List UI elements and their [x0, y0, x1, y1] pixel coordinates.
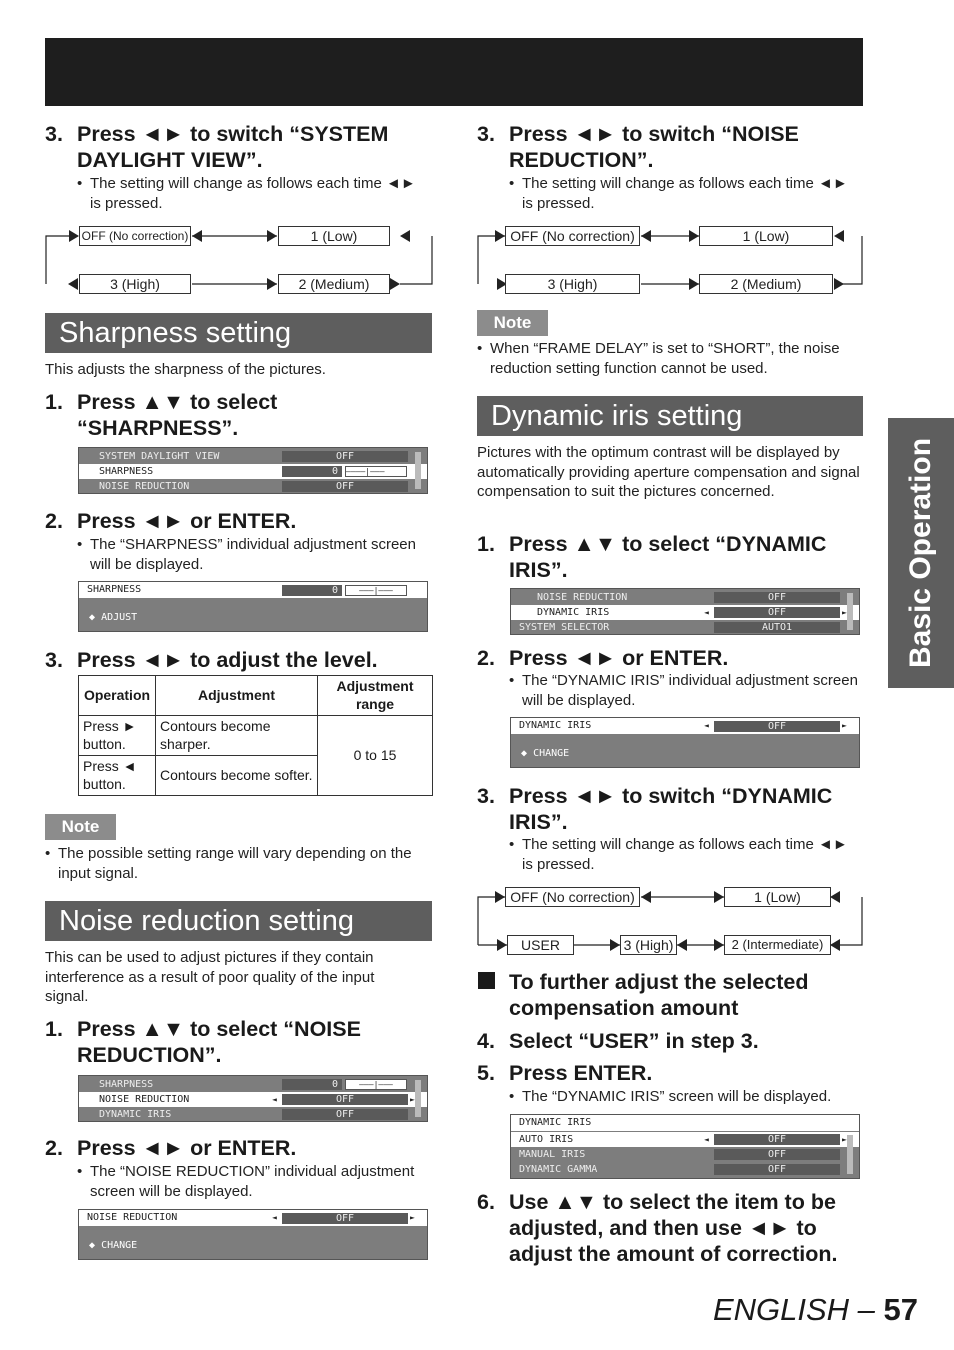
osd-menu-dynamic-iris	[510, 1114, 860, 1179]
section-title-dynamic-iris: Dynamic iris setting	[477, 396, 863, 436]
menu-row: SYSTEM DAYLIGHT VIEW OFF	[79, 449, 427, 464]
menu-row: SYSTEM SELECTOR AUTO1	[511, 620, 859, 635]
table-header: Adjustment	[156, 676, 318, 716]
flow-box-off: OFF (No correction)	[79, 226, 191, 246]
footer-language: ENGLISH –	[712, 1292, 875, 1327]
flow-box-off: OFF (No correction)	[505, 887, 640, 907]
step-3-daylight: 3. Press ◄► to switch “SYSTEM DAYLIGHT VIEW”.	[45, 122, 389, 172]
menu-row: NOISE REDUCTION OFF	[511, 590, 859, 605]
sharpness-step-1: 1. Press ▲▼ to select “SHARPNESS”.	[45, 390, 278, 440]
left-arrow-icon: ◄	[272, 1213, 277, 1222]
menu-row-selected: NOISE REDUCTION ◄ OFF ►	[79, 1092, 427, 1107]
table-cell: Contours become sharper.	[156, 716, 318, 756]
flow-box-off: OFF (No correction)	[505, 226, 640, 246]
top-banner	[45, 38, 863, 106]
table-cell: Press ► button.	[79, 716, 156, 756]
screen-header: SHARPNESS	[79, 582, 427, 598]
menu-row-selected: DYNAMIC IRIS ◄ OFF ►	[511, 605, 859, 620]
section-title-sharpness: Sharpness setting	[45, 313, 432, 353]
side-tab	[888, 418, 954, 688]
table-header: Operation	[79, 676, 156, 716]
iris-step-1: 1. Press ▲▼ to select “DYNAMIC IRIS”.	[477, 532, 827, 582]
table-cell: Press ◄ button.	[79, 756, 156, 796]
noise-intro: This can be used to adjust pictures if they contain interference as a result of poor quality of the input signal.	[45, 949, 375, 1005]
noise-step-1: 1. Press ▲▼ to select “NOISE REDUCTION”.	[45, 1017, 361, 1067]
bullet: • The “DYNAMIC IRIS” individual adjustment screen will be displayed.	[509, 672, 858, 709]
bullet: • The setting will change as follows each time ◄► is pressed.	[77, 175, 416, 212]
flow-box-high: 3 (High)	[505, 274, 640, 294]
menu-row: SHARPNESS 0 –––|–––	[79, 1077, 427, 1092]
flow-box-high: 3 (High)	[620, 935, 677, 955]
further-adjust-heading: To further adjust the selected compensation amount	[509, 970, 809, 1020]
menu-row: DYNAMIC IRIS OFF	[79, 1107, 427, 1122]
flow-box-medium: 2 (Medium)	[278, 274, 390, 294]
table-cell: Contours become softer.	[156, 756, 318, 796]
iris-intro: Pictures with the optimum contrast will be displayed by automatically providing aperture compensation and signal compensation to suit the pictures concerned.	[477, 444, 860, 500]
menu-scrollbar	[847, 593, 853, 630]
flow-box-low: 1 (Low)	[724, 887, 831, 907]
osd-menu-iris	[510, 588, 860, 635]
iris-step-2: 2. Press ◄► or ENTER.	[477, 646, 729, 670]
menu-row-selected: SHARPNESS 0 ––––|–––	[79, 464, 427, 479]
flow-box-high: 3 (High)	[79, 274, 191, 294]
menu-row: DYNAMIC GAMMA OFF	[511, 1162, 859, 1177]
step-3-noise: 3. Press ◄► to switch “NOISE REDUCTION”.	[477, 122, 799, 172]
flow-box-medium: 2 (Medium)	[699, 274, 833, 294]
osd-screen-noise: NOISE REDUCTION ◄ OFF ► ◆ CHANGE	[78, 1209, 428, 1260]
osd-menu-noise	[78, 1075, 428, 1122]
flow-box-user: USER	[507, 935, 574, 955]
note-label: Note	[477, 310, 548, 336]
note-text: • When “FRAME DELAY” is set to “SHORT”, the noise reduction setting function cannot be used.	[477, 340, 840, 377]
menu-row-selected: AUTO IRIS ◄ OFF ►	[511, 1132, 859, 1147]
screen-footer: ◆ CHANGE	[89, 1240, 138, 1251]
osd-screen-sharpness: SHARPNESS 0 –––|––– ◆ ADJUST	[78, 581, 428, 632]
bullet: • The “SHARPNESS” individual adjustment screen will be displayed.	[77, 536, 416, 573]
right-arrow-icon: ►	[410, 1213, 415, 1222]
iris-step-5: 5. Press ENTER.	[477, 1061, 653, 1085]
bullet: • The “DYNAMIC IRIS” screen will be displayed.	[509, 1088, 832, 1105]
iris-step-3: 3. Press ◄► to switch “DYNAMIC IRIS”.	[477, 784, 833, 834]
iris-step-4: 4. Select “USER” in step 3.	[477, 1029, 759, 1053]
side-tab-label: Basic Operation	[904, 437, 937, 669]
menu-scrollbar	[415, 452, 421, 489]
menu-scrollbar	[847, 1135, 853, 1174]
menu-title: DYNAMIC IRIS	[511, 1115, 859, 1131]
slider-bar: –––|–––	[345, 585, 407, 596]
page-footer	[713, 1292, 918, 1328]
iris-step-6: 6. Use ▲▼ to select the item to be adjusted, and then use ◄► to adjust the amount of correction.	[477, 1190, 838, 1266]
note-text: • The possible setting range will vary depending on the input signal.	[45, 845, 412, 882]
menu-row: NOISE REDUCTION OFF	[79, 479, 427, 494]
menu-scrollbar	[415, 1080, 421, 1117]
section-title-noise-reduction: Noise reduction setting	[45, 901, 432, 941]
noise-step-2: 2. Press ◄► or ENTER.	[45, 1136, 297, 1160]
osd-menu-sharpness	[78, 447, 428, 494]
bullet: • The setting will change as follows each time ◄► is pressed.	[509, 836, 848, 873]
screen-footer: ◆ CHANGE	[521, 748, 570, 759]
sharpness-step-3: 3. Press ◄► to adjust the level.	[45, 648, 378, 672]
sharpness-intro: This adjusts the sharpness of the pictures.	[45, 361, 326, 378]
sharpness-step-2: 2. Press ◄► or ENTER.	[45, 509, 297, 533]
screen-header: NOISE REDUCTION	[79, 1210, 427, 1226]
flow-box-intermediate: 2 (Intermediate)	[724, 935, 831, 955]
left-arrow-icon: ◄	[704, 721, 709, 730]
page-number: 57	[883, 1292, 918, 1327]
right-arrow-icon: ►	[842, 721, 847, 730]
screen-header: DYNAMIC IRIS	[511, 718, 859, 734]
table-header: Adjustment range	[318, 676, 433, 716]
bullet: • The setting will change as follows each time ◄► is pressed.	[509, 175, 848, 212]
screen-footer: ◆ ADJUST	[89, 612, 138, 623]
flow-box-low: 1 (Low)	[699, 226, 833, 246]
note-label: Note	[45, 814, 116, 840]
bullet: • The “NOISE REDUCTION” individual adjustment screen will be displayed.	[77, 1163, 415, 1200]
osd-screen-iris: DYNAMIC IRIS ◄ OFF ► ◆ CHANGE	[510, 717, 860, 768]
table-cell-range: 0 to 15	[318, 716, 433, 796]
flow-box-low: 1 (Low)	[278, 226, 390, 246]
menu-row: MANUAL IRIS OFF	[511, 1147, 859, 1162]
adjustment-table	[78, 675, 433, 796]
